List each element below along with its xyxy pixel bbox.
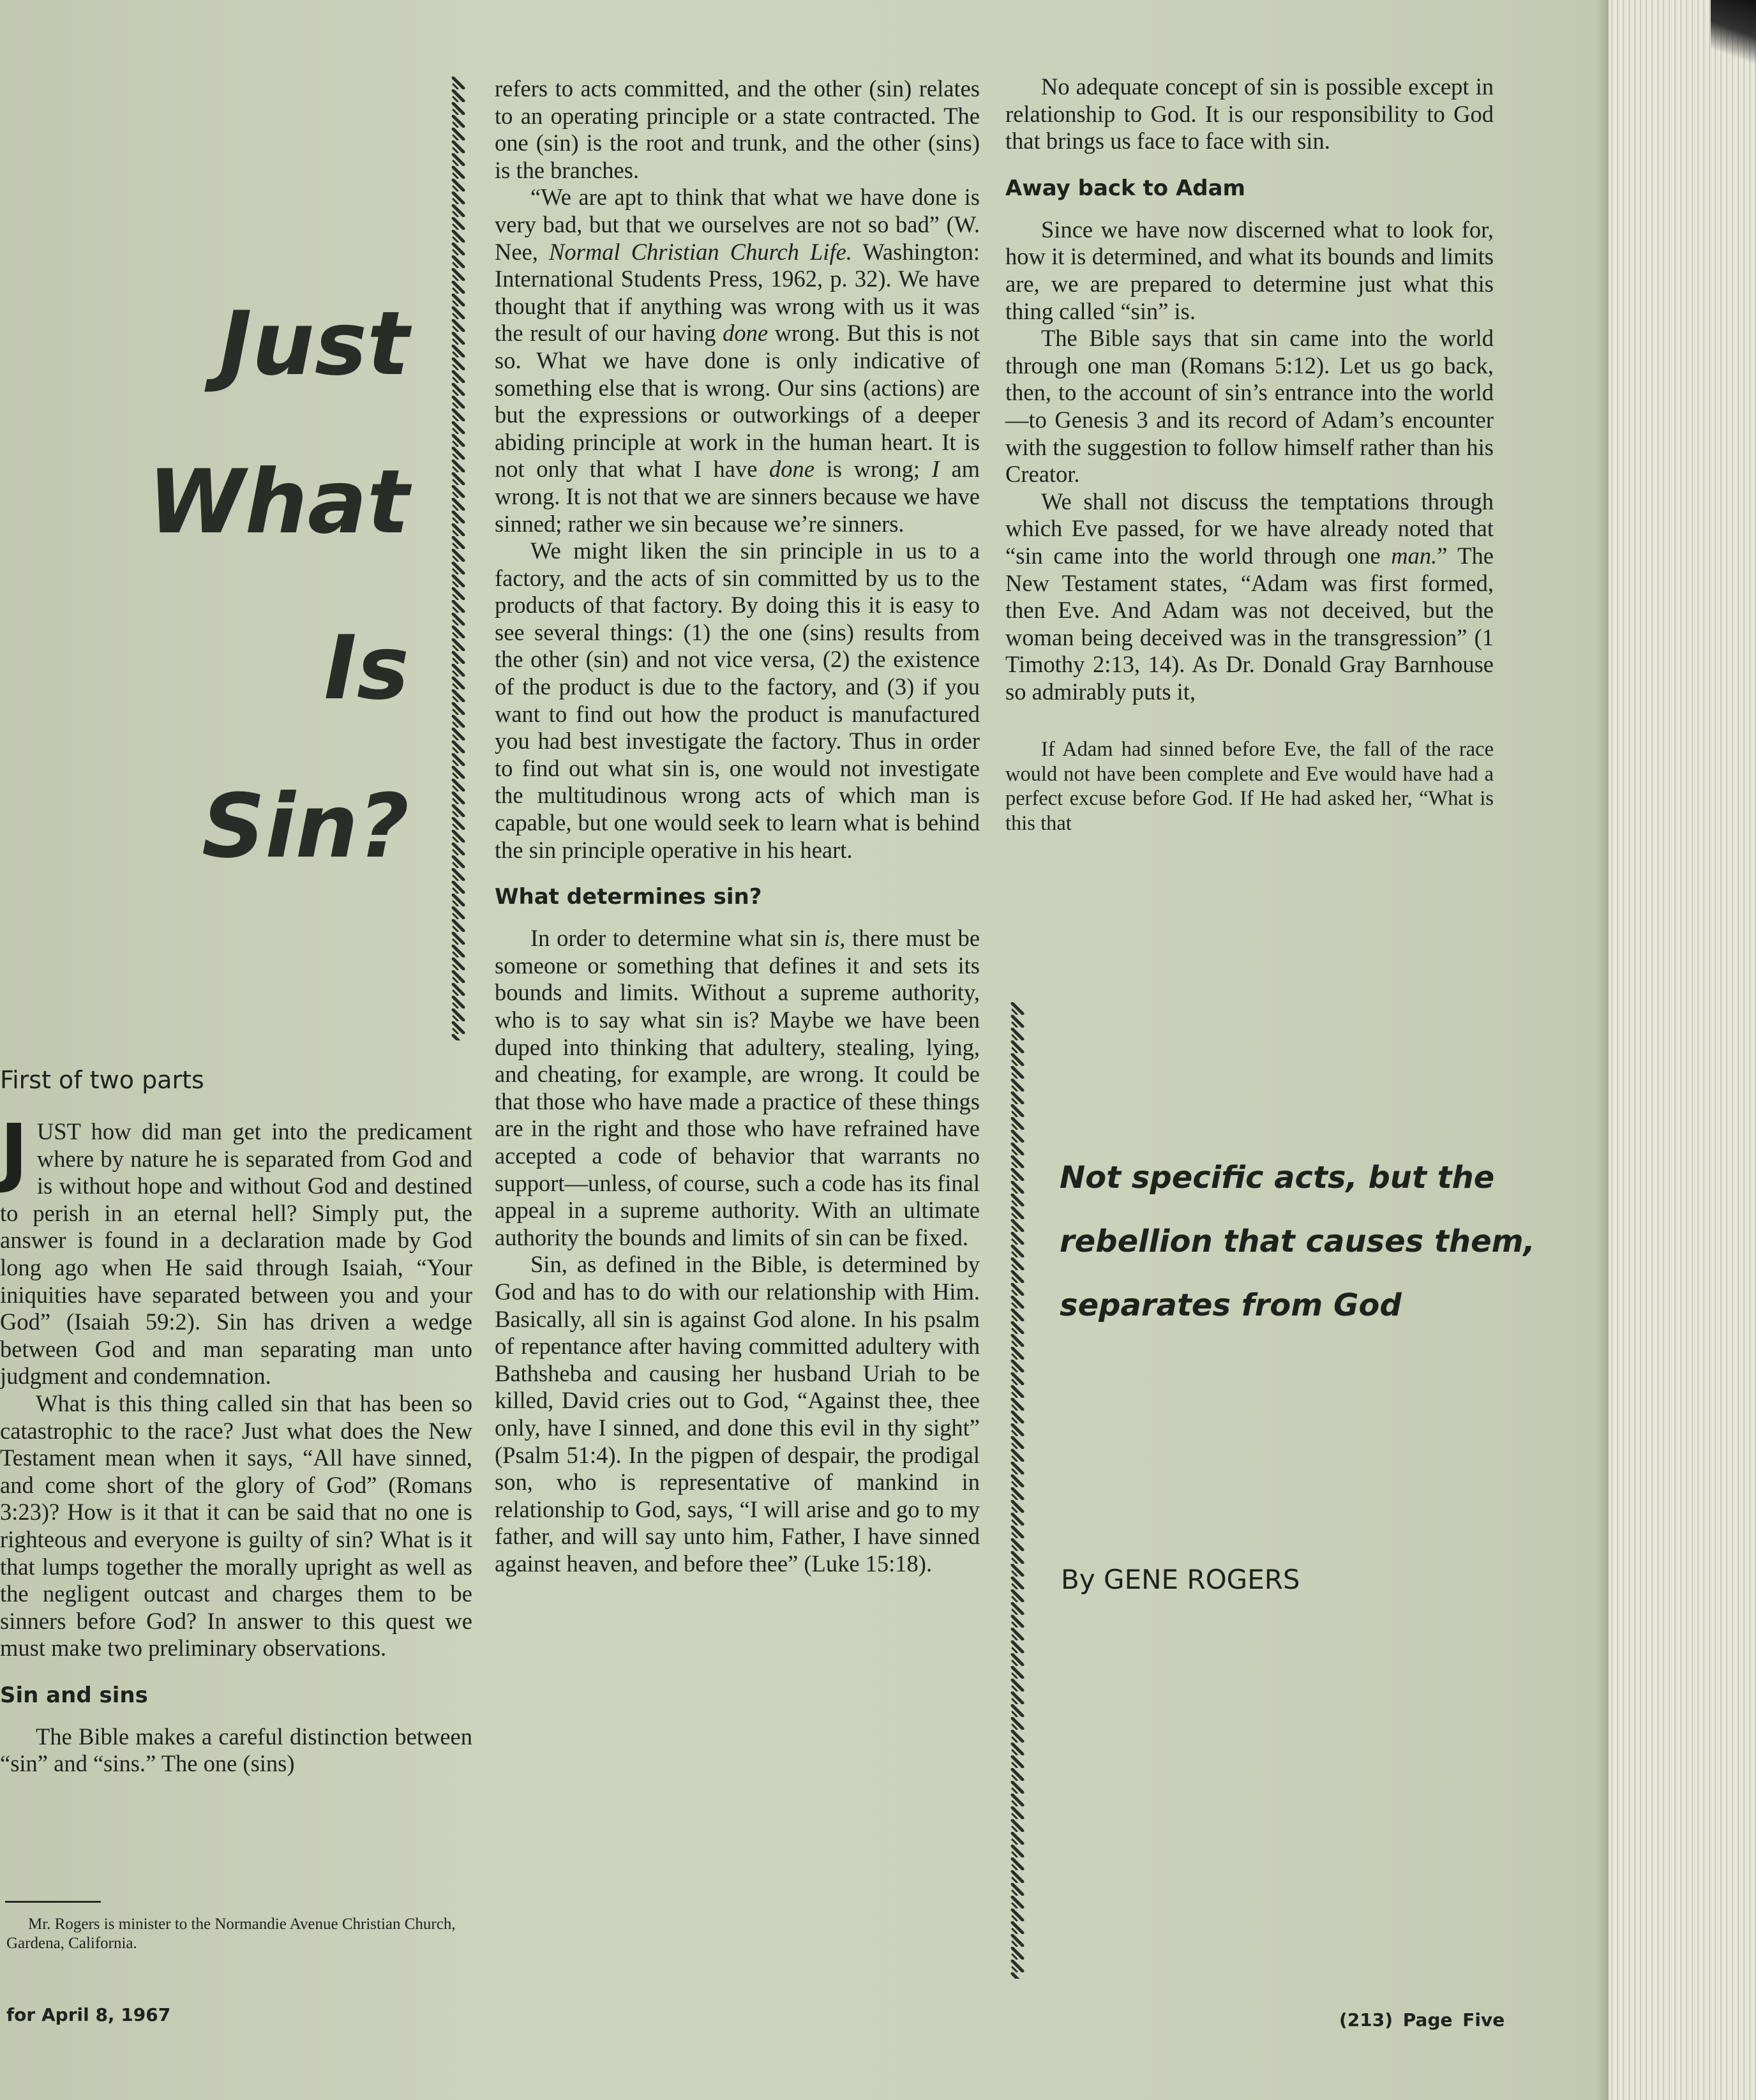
subheading-sin-and-sins: Sin and sins	[0, 1682, 148, 1708]
title-word-sin: Sin?	[202, 775, 409, 878]
pull-quote-line: Not specific acts, but the	[1060, 1160, 1495, 1196]
paragraph-defined: Sin, as defined in the Bible, is determined by God and has to do with our relationship with Him. Basically, all sin is against God alone. In his psalm of repentance after having committed adultery with Bathsheba and causing her husband Uriah to be killed, David cries out to God, “Against thee, thee only, have I sinned, and done this evil in thy sight” (Psalm 51:4). In the pigpen of despair, the prodigal son, who is representative of mankind in relationship to God, says, “I will arise and go to my father, and will say unto him, Father, I have sinned against heaven, and before thee” (Luke 15:18).	[495, 1251, 980, 1577]
barnhouse-quote: If Adam had sinned before Eve, the fall of the race would not have been complete and Eve would have had a perfect excuse before God. If He had asked her, “What is this that	[1005, 738, 1494, 835]
column-left	[0, 1065, 472, 1778]
paragraph: What is this thing called sin that has been so catastrophic to the race? Just what does the New Testament mean when it says, “All have sinned, and come short of the glory of God” (Romans 3:23)? How is it that it can be said that no one is righteous and everyone is guilty of sin? What is it that lumps together the morally upright as well as the negligent outcast and charges them to be sinners before God? In answer to this quest we must make two preliminary observations.	[0, 1390, 472, 1661]
drop-cap: J	[0, 1107, 28, 1196]
author-footnote: Mr. Rogers is minister to the Normandie Avenue Christian Church, Gardena, California.	[6, 1916, 456, 1952]
subheading-what-determines-sin: What determines sin?	[495, 884, 762, 910]
pull-quote-line: separates from God	[1060, 1287, 1402, 1323]
title-word-just: Just	[219, 292, 409, 395]
braid-border-left	[451, 77, 465, 1040]
subheading-away-back-to-adam: Away back to Adam	[1005, 175, 1245, 201]
book-corner	[1711, 0, 1756, 77]
pull-quote	[1060, 1146, 1545, 1337]
byline: By GENE ROGERS	[1061, 1564, 1300, 1595]
column-middle	[495, 75, 980, 1577]
page-number: (213) Page Five	[1339, 2009, 1505, 2030]
paragraph: Since we have now discerned what to look for, how it is determined, and what its bounds and limits are, we are prepared to determine just what this thing called “sin” is.	[1005, 216, 1494, 324]
paragraph-factory: We might liken the sin principle in us to a factory, and the acts of sin committed by us to the products of that factory. By doing this it is easy to see several things: (1) the one (sins) results from the other (sin) and not vice versa, (2) the existence of the product is due to the factory, and (3) if you want to find out how the product is manufactured you had best investigate the factory. Thus in order to find out what sin is, one would not investigate the multitudinous wrong acts of which man is capable, but one would seek to learn what is behind the sin principle operative in his heart.	[495, 537, 980, 863]
paragraph: We shall not discuss the temptations through which Eve passed, for we have already noted that “sin came into the world through one man.” The New Testament states, “Adam was first formed, then Eve. And Adam was not deceived, but the woman being deceived was in the transgression” (1 Timothy 2:13, 14). As Dr. Donald Gray Barnhouse so admirably puts it,	[1005, 488, 1494, 705]
book-page-edges	[1609, 0, 1756, 2100]
paragraph: The Bible says that sin came into the world through one man (Romans 5:12). Let us go back, then, to the account of sin’s entrance into the world—to Genesis 3 and its record of Adam’s encounter with the suggestion to follow himself rather than his Creator.	[1005, 325, 1494, 488]
paragraph: No adequate concept of sin is possible except in relationship to God. It is our responsibility to God that brings us face to face with sin.	[1005, 73, 1494, 154]
pull-quote-line: rebellion that causes them,	[1060, 1224, 1535, 1259]
paragraph-authority: In order to determine what sin is, there must be someone or something that defines it and sets its bounds and limits. Without a supreme authority, who is to say what sin is? Maybe we have been duped into thinking that adultery, stealing, lying, and cheating, for example, are wrong. It could be that those who have made a practice of these things are in the right and those who have refrained have accepted a code of behavior that warrants no support—unless, of course, such a code has its final appeal in a supreme authority. With an ultimate authority the bounds and limits of sin can be fixed.	[495, 925, 980, 1250]
series-kicker: First of two parts	[0, 1066, 204, 1094]
intro-paragraph	[0, 1107, 472, 1390]
paragraph: refers to acts committed, and the other (sin) relates to an operating principle or a state contracted. The one (sin) is the root and trunk, and the other (sins) is the branches.	[495, 75, 980, 183]
title-word-is: Is	[324, 617, 409, 719]
paragraph: The Bible makes a careful distinction between “sin” and “sins.” The one (sins)	[0, 1723, 472, 1777]
footnote-rule	[5, 1901, 101, 1903]
column-right	[1005, 73, 1494, 836]
paragraph-nee-quote: “We are apt to think that what we have done is very bad, but that we ourselves are not so bad” (W. Nee, Normal Christian Church Life. Washington: International Students Press, 1962, p. 32). We have thought that if anything was wrong with us it was the result of our having done wrong. But this is not so. What we have done is only indicative of something else that is wrong. Our sins (actions) are but the expressions or outworkings of a deeper abiding principle at work in the human heart. It is not only that what I have done is wrong; I am wrong. It is not that we are sinners because we have sinned; rather we sin because we’re sinners.	[495, 184, 980, 537]
issue-date: for April 8, 1967	[6, 2004, 171, 2025]
braid-border-right	[1010, 1002, 1024, 1979]
intro-text: UST how did man get into the predicament where by nature he is separated from God and is without hope and without God and destined to perish in an eternal hell? Simply put, the answer is found in a declaration made by God long ago when He said through Isaiah, “Your iniquities have separated between you and your God” (Isaiah 59:2). Sin has driven a wedge between God and man separating man unto judgment and condemnation.	[0, 1118, 472, 1390]
title-word-what: What	[147, 451, 409, 553]
